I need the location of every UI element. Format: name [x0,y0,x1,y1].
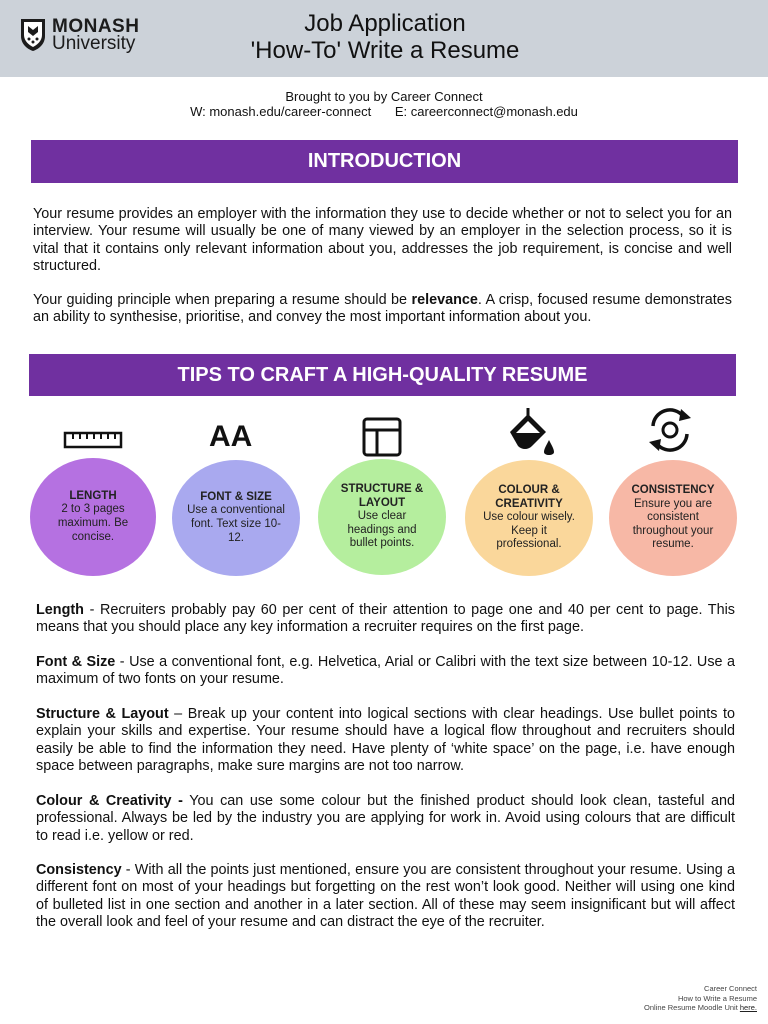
section-font-size [36,654,735,689]
tip-title: FONT & SIZE [200,490,272,503]
tip-title: CONSISTENCY [631,484,715,497]
font-size-icon-text: AA [209,420,253,453]
logo-line2: University [52,33,136,54]
footer-line3 [644,1003,757,1013]
tip-body: Use clear headings and bullet points. [347,510,417,550]
tip-body: Use colour wisely. Keep it professional. [483,511,575,551]
monash-logo [20,18,139,52]
logo-line1: MONASH [52,16,140,37]
section-sep: - [121,862,135,878]
font-size-icon [209,420,252,454]
email-link[interactable]: E: careerconnect@monash.edu [394,104,578,119]
section-term: Font & Size [36,654,116,670]
page-header [0,0,768,77]
tip-circle-length [30,458,156,576]
section-term: Structure & Layout [36,706,169,722]
page-title [200,10,570,64]
section-sep: - [83,602,100,618]
contact-line [0,104,768,119]
section-text: Recruiters probably pay 60 per cent of their attention to page one and 40 per cent to page. This means that you should place any key information a recruiter requires on the first page. [36,602,735,636]
intro-paragraph-2 [33,292,732,327]
intro-heading: INTRODUCTION [31,140,738,183]
tip-circle-structure-layout [318,459,446,575]
tip-circle-font-size [172,460,300,576]
page-footer [644,984,757,1013]
title-line1: Job Application [304,10,466,37]
tip-circle-consistency [609,460,737,576]
brought-by-text: Brought to you by Career Connect [285,89,483,104]
section-structure-layout [36,706,735,775]
moodle-link[interactable]: here. [739,1003,757,1012]
footer-line2: How to Write a Resume [677,993,757,1003]
tip-title: STRUCTURE & LAYOUT [340,483,424,509]
section-text: You can use some colour but the finished product should look clean, tasteful and professional. Always be led by the industry you are applying for work in. Avoid using colours that are difficult to read i.e. yellow or red. [36,793,735,844]
tip-title: COLOUR & CREATIVITY [495,484,563,510]
section-colour-creativity [36,793,735,845]
section-length [36,602,735,637]
ruler-icon [63,430,123,452]
relevance-emphasis: relevance [411,292,478,308]
section-text: Use a conventional font, e.g. Helvetica, Arial or Calibri with the text size between 10-12. Use a maximum of two fonts on your resume. [36,654,735,688]
tip-body: Use a conventional font. Text size 10-12. [187,504,285,544]
tips-heading: TIPS TO CRAFT A HIGH-QUALITY RESUME [29,354,736,396]
section-sep: - [115,654,130,670]
section-sep: – [168,706,188,722]
section-term: Colour & Creativity - [36,793,183,809]
tip-body: 2 to 3 pages maximum. Be concise. [57,503,129,543]
web-link[interactable]: W: monash.edu/career-connect [190,104,372,119]
footer-line3-text: Online Resume Moodle Unit [644,1003,740,1012]
section-text: With all the points just mentioned, ensure you are consistent throughout your resume. Using a different font on most of your headings but forgetting on the rest won’t look good. Neither will using one kind of bulleted list in one section and another in a later section. All of these may seem insignificant but will affect the overall look and feel of your resume and can distract the eye of the recruiter. [36,862,735,930]
tip-body: Ensure you are consistent throughout your resume. [632,497,714,551]
section-term: Consistency [36,862,122,878]
section-term: Length [36,602,84,618]
tip-title: LENGTH [69,489,117,502]
section-text: Break up your content into logical sections with clear headings. Use bullet points to explain your skills and expertise. Your resume should have a logical flow throughout and recruiters should easily be able to find the information they need. Have plenty of ‘white space’ on the page, i.e. have enough space between paragraphs, make sure margins are not too narrow. [36,706,736,774]
intro-p2-text: Your guiding principle when preparing a resume should be [33,292,412,308]
tip-circle-colour-creativity [465,460,593,576]
layout-icon [362,417,402,457]
intro-paragraph-1: Your resume provides an employer with the information they use to decide whether or not to select you for an interview. Your resume will usually be one of many viewed by an employer in the selection process, so it is vital that it contains only relevant information about you, addresses the job requirement, is concise and well structured. [33,206,732,274]
paint-bucket-icon [504,406,556,458]
section-consistency [36,862,735,931]
title-line2: 'How-To' Write a Resume [250,37,520,64]
footer-line1: Career Connect [704,984,757,993]
intro-p2-text-end: . A crisp, focused resume demonstrates an ability to synthesise, prioritise, and convey the most important information about you. [33,292,732,326]
crest-icon [20,18,46,52]
cycle-icon [645,406,695,454]
